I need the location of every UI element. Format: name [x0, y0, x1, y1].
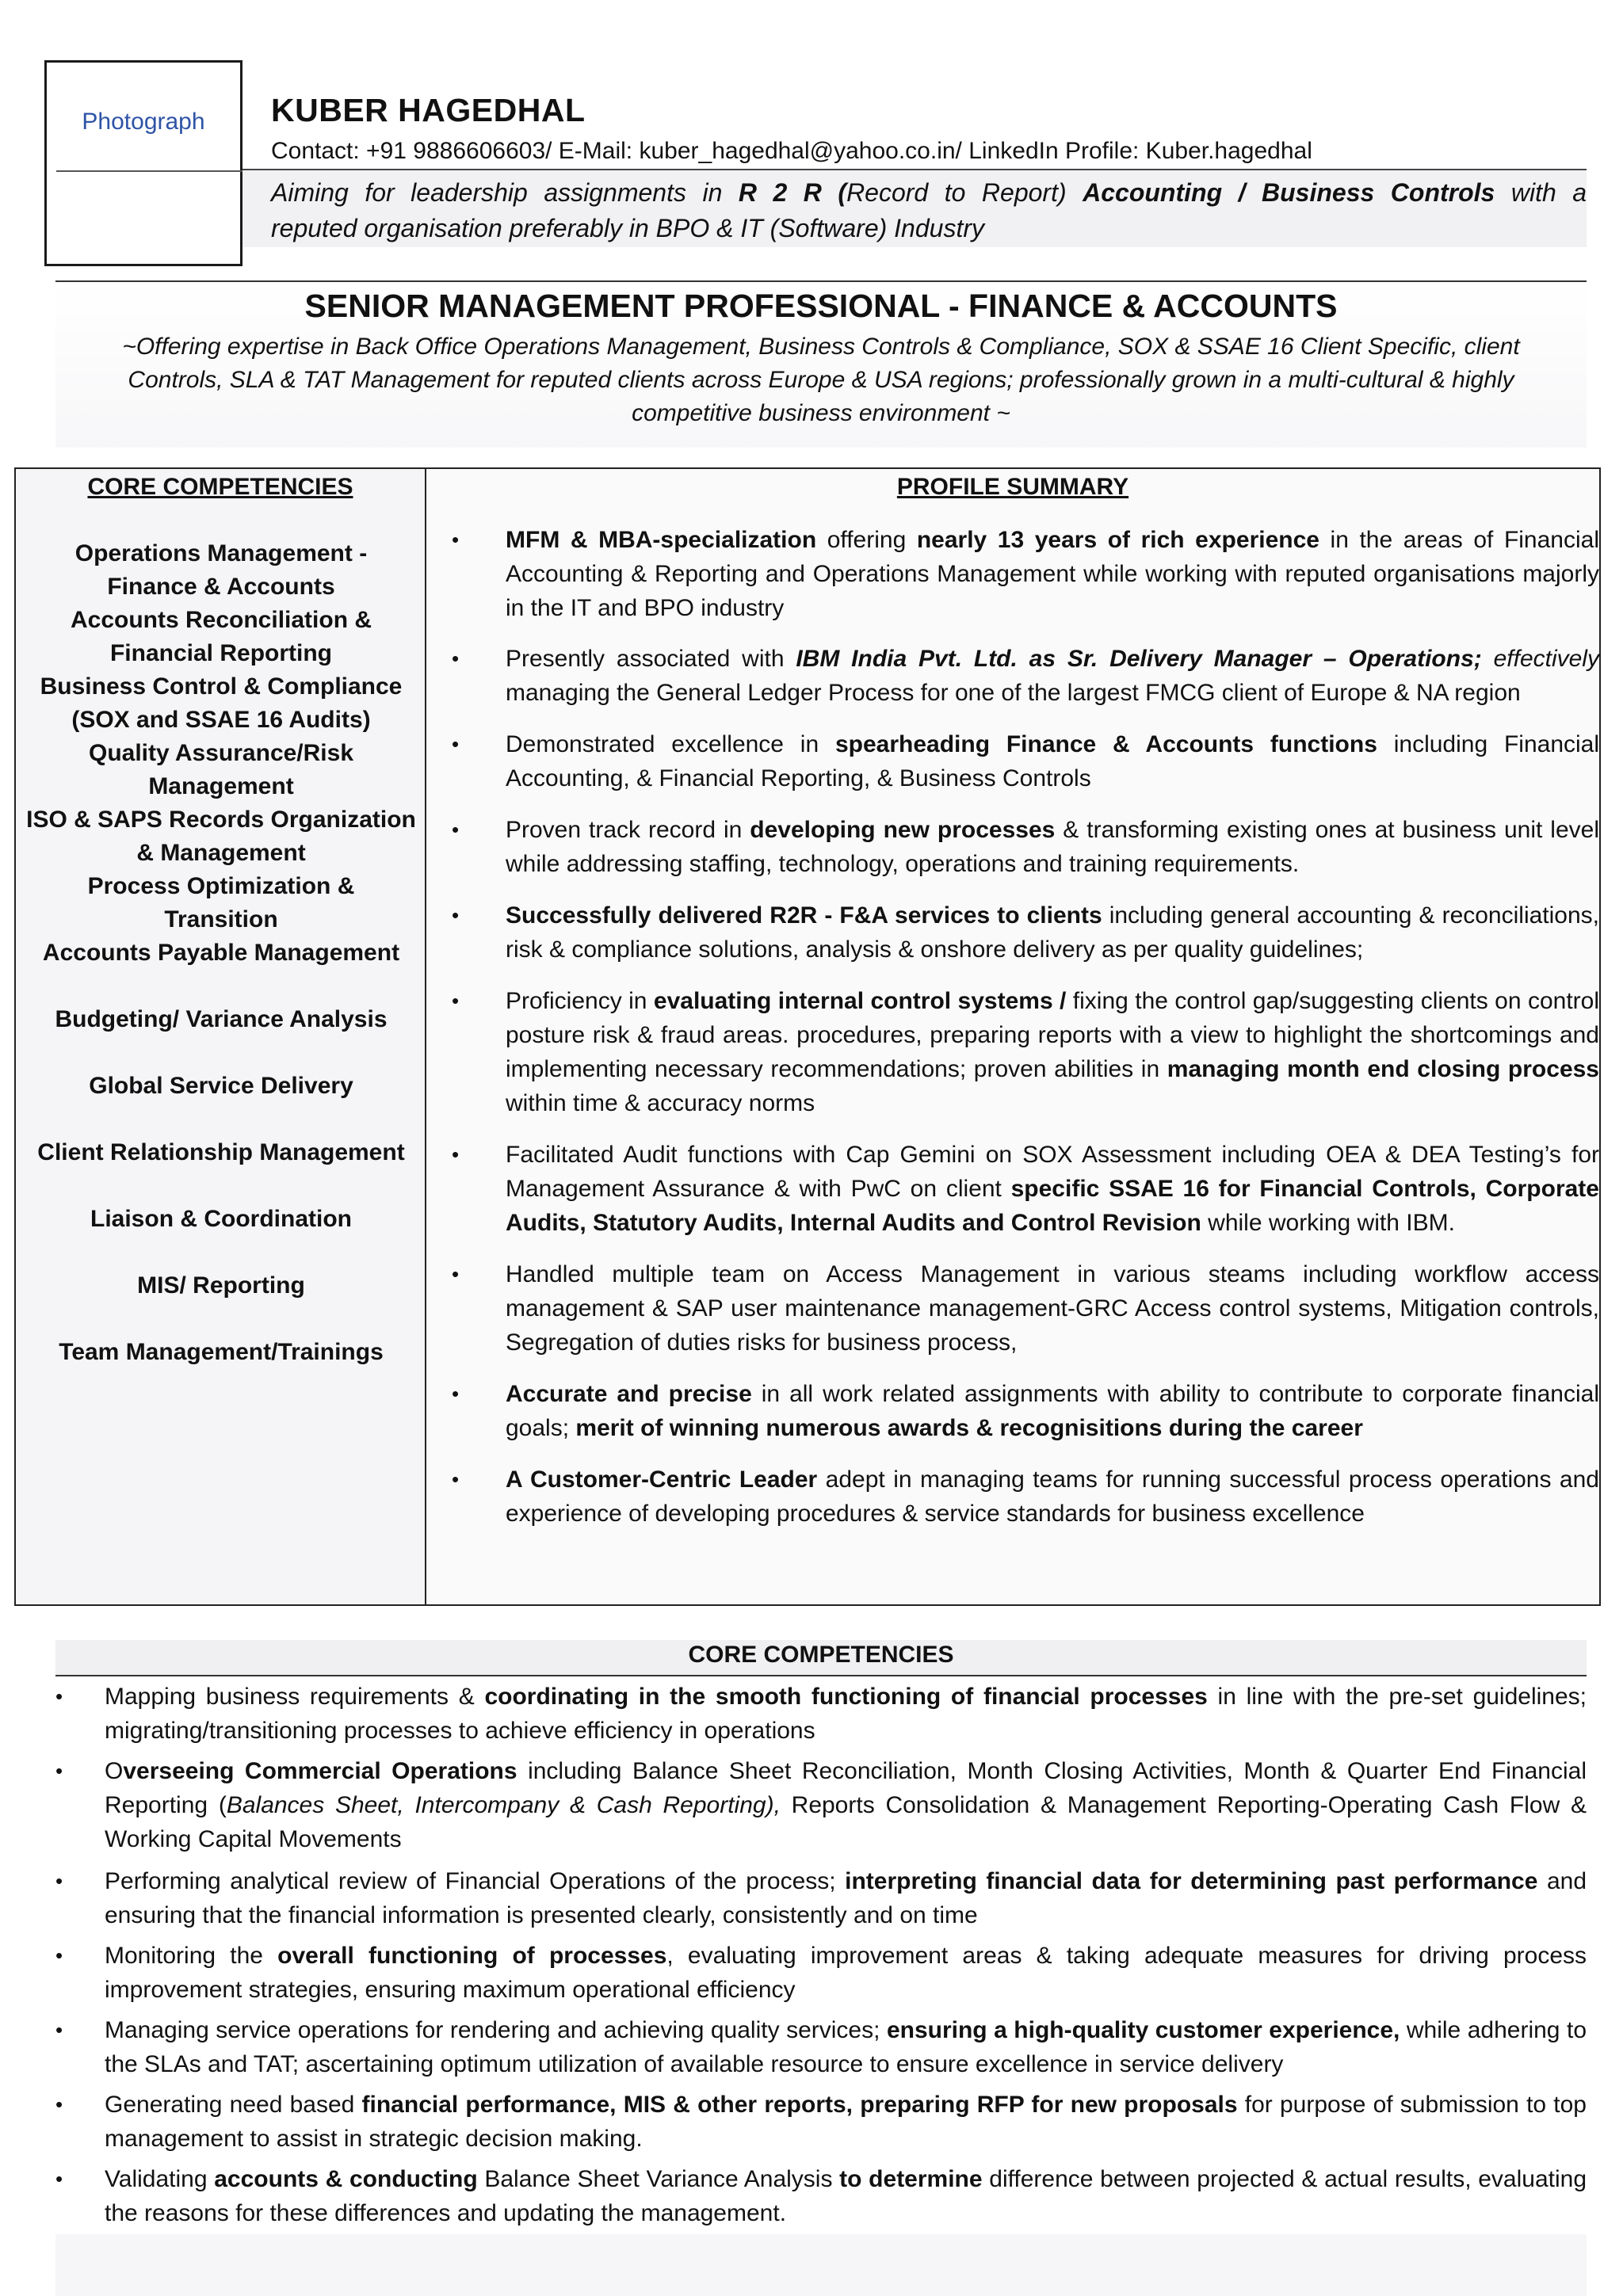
title-band: [55, 283, 1587, 448]
competency-item: Global Service Delivery: [89, 1073, 353, 1099]
competency-item: Process Optimization & Transition: [87, 873, 355, 933]
profile-summary-heading: PROFILE SUMMARY: [896, 474, 1129, 500]
competency-item: ISO & SAPS Records Organization & Management: [26, 807, 416, 866]
bullet-icon: •: [55, 1869, 63, 1893]
bullet-icon: •: [452, 903, 460, 927]
bullet-icon: •: [452, 818, 460, 841]
page-footer-shade: [55, 2234, 1587, 2296]
bullet-icon: •: [452, 1467, 460, 1491]
bullet-icon: •: [452, 646, 460, 670]
bullet-icon: •: [55, 1943, 63, 1967]
resume-page: Photograph KUBER HAGEDHAL Contact: +91 9886606603/ E-Mail: kuber_hagedhal@yahoo.co.in/ LinkedIn Profile: Kuber.hagedhal Aiming for leadership assignments in R 2 R (Record to Report) Accounting / Business Controls with a reputed organisation preferably in BPO & IT (Software) Industry SENIOR MANAGEMENT PROFESSIONAL - FINANCE & ACCOUNTS ~Offering expertise in Back Office Operations Management, Business Controls & Compliance, SOX & SSAE 16 Client Specific, client Controls, SLA & TAT Management for reputed clients across Europe & USA regions; professionally grown in a multi-cultural & highly competitive business environment ~ CORE COMPETENCIES Operations Management - Finance & Accounts Accounts Reconciliation & Financial Reporting Business Control & Compliance (SOX and SSAE 16 Audits) Quality Assurance/Risk Management ISO & SAPS Records Organization & Management Process Optimization & Transition Accounts Payable Management Budgeting/ Variance Analysis Global Service Delivery Client Relationship Management Liaison & Coordination MIS/ Reporting Team Management/Trainings PROFILE SUMMARY • MFM & MBA-specialization offering nearly 13 years of rich experience in the areas of Financial Accounting & Reporting and Operations Management while working with reputed organisations majorly in the IT and BPO industry • Presently associated with IBM India Pvt. Ltd. as Sr. Delivery Manager – Operations; effectively managing the General Ledger Process for one of the largest FMCG client of Europe & NA region • Demonstrated excellence in spearheading Finance & Accounts functions including Financial Accounting, & Financial Reporting, & Business Controls • Proven track record in developing new processes & transforming existing ones at business unit level while addressing staffing, technology, operations and training requirements. • Successfully delivered R2R - F&A services to clients including general accounting & reconciliations, risk & compliance solutions, analysis & onshore delivery as per quality guidelines; • Proficiency in evaluating internal control systems / fixing the control gap/suggesting clients on control posture risk & fraud areas. procedures, preparing reports with a view to highlight the shortcomings and implementing necessary recommendations; proven abilities in managing month end closing process within time & accuracy norms • Facilitated Audit functions with Cap Gemini on SOX Assessment including OEA & DEA Testing’s for Management Assurance & with PwC on client specific SSAE 16 for Financial Controls, Corporate Audits, Statutory Audits, Internal Audits and Control Revision while working with IBM. • Handled multiple team on Access Management in various steams including workflow access management & SAP user maintenance management-GRC Access control systems, Mitigation controls, Segregation of duties risks for business process, • Accurate and precise in all work related assignments with ability to contribute to corporate financial goals; merit of winning numerous awards & recognisitions during the career • A Customer-Centric Leader adept in managing teams for running successful process operations and experience of developing procedures & service standards for business excellence CORE COMPETENCIES • Mapping business requirements & coordinating in the smooth functioning of financial processes in line with the pre-set guidelines; migrating/transitioning processes to achieve efficiency in operations • Overseeing Commercial Operations including Balance Sheet Reconciliation, Month Closing Activities, Month & Quarter End Financial Reporting (Balances Sheet, Intercompany & Cash Reporting), Reports Consolidation & Management Reporting-Operating Cash Flow & Working Capital Movements • Performing analytical review of Financial Operations of the process; interpreting financial data for determining past performance and ensuring that the financial information is presented clearly, consistently and on time • Monitoring the overall functioning of processes, evaluating improvement areas & taking adequate measures for driving process improvement strategies, ensuring maximum operational efficiency • Managing service operations for rendering and achieving quality services; ensuring a high-quality customer experience, while adhering to the SLAs and TAT; ascertaining optimum utilization of available resource to ensure excellence in service delivery • Generating need based financial performance, MIS & other reports, preparing RFP for new proposals for purpose of submission to top management to assist in strategic decision making. • Validating accounts & conducting Balance Sheet Variance Analysis to determine difference between projected & actual results, evaluating the reasons for these differences and updating the management.: [0, 0, 1623, 2296]
resume-title: SENIOR MANAGEMENT PROFESSIONAL - FINANCE & ACCOUNTS: [304, 288, 1338, 324]
competency-item: Accounts Payable Management: [42, 940, 400, 966]
profile-summary-column: PROFILE SUMMARY • MFM & MBA-specialization offering nearly 13 years of rich experience in the areas of Financial Accounting & Reporting and Operations Management while working with reputed organisations majorly in the IT and BPO industry • Presently associated with IBM India Pvt. Ltd. as Sr. Delivery Manager – Operations; effectively managing the General Ledger Process for one of the largest FMCG client of Europe & NA region • Demonstrated excellence in spearheading Finance & Accounts functions including Financial Accounting, & Financial Reporting, & Business Controls • Proven track record in developing new processes & transforming existing ones at business unit level while addressing staffing, technology, operations and training requirements. • Successfully delivered R2R - F&A services to clients including general accounting & reconciliations, risk & compliance solutions, analysis & onshore delivery as per quality guidelines; • Proficiency in evaluating internal control systems / fixing the control gap/suggesting clients on control posture risk & fraud areas. procedures, preparing reports with a view to highlight the shortcomings and implementing necessary recommendations; proven abilities in managing month end closing process within time & accuracy norms • Facilitated Audit functions with Cap Gemini on SOX Assessment including OEA & DEA Testing’s for Management Assurance & with PwC on client specific SSAE 16 for Financial Controls, Corporate Audits, Statutory Audits, Internal Audits and Control Revision while working with IBM. • Handled multiple team on Access Management in various steams including workflow access management & SAP user maintenance management-GRC Access control systems, Mitigation controls, Segregation of duties risks for business process, • Accurate and precise in all work related assignments with ability to contribute to corporate financial goals; merit of winning numerous awards & recognisitions during the career • A Customer-Centric Leader adept in managing teams for running successful process operations and experience of developing procedures & service standards for business excellence: [426, 469, 1599, 1604]
photo-placeholder: [44, 60, 242, 266]
competency-item: Quality Assurance/Risk Management: [88, 740, 354, 799]
bullet-icon: •: [452, 1262, 460, 1286]
objective-line-2: reputed organisation preferably in BPO & IT (Software) Industry: [271, 214, 984, 242]
candidate-name: KUBER HAGEDHAL: [271, 92, 586, 128]
bullet-icon: •: [55, 1684, 63, 1708]
competency-item: Operations Management - Finance & Accounts: [74, 540, 368, 600]
core-competencies-band: [55, 1640, 1587, 1676]
photo-divider: [56, 170, 242, 172]
photo-label: Photograph: [82, 109, 205, 135]
contact-line: Contact: +91 9886606603/ E-Mail: kuber_hagedhal@yahoo.co.in/ LinkedIn Profile: Kuber.hagedhal: [271, 138, 1312, 164]
competency-item: Team Management/Trainings: [59, 1339, 384, 1365]
core-competencies-heading: CORE COMPETENCIES: [87, 474, 353, 500]
bullet-icon: •: [452, 989, 460, 1013]
competency-item: Client Relationship Management: [37, 1139, 405, 1165]
offering-summary: ~Offering expertise in Back Office Operations Management, Business Controls & Compliance, SOX & SSAE 16 Client Specific, client Controls, SLA & TAT Management for reputed clients across Europe & USA regions; professionally grown in a multi-cultural & highly competitive business environment ~: [122, 334, 1520, 426]
bullet-icon: •: [55, 2018, 63, 2042]
competency-item: Budgeting/ Variance Analysis: [55, 1006, 388, 1032]
core-competencies-column: [16, 469, 426, 1604]
career-objective: [242, 170, 1587, 247]
core-competencies-detail-heading: CORE COMPETENCIES: [688, 1642, 954, 1668]
competency-item: MIS/ Reporting: [137, 1272, 305, 1299]
bullet-icon: •: [55, 2167, 63, 2191]
bullet-icon: •: [55, 2092, 63, 2116]
bullet-icon: •: [452, 732, 460, 756]
objective-line-1: Aiming for leadership assignments in R 2 R (Record to Report) Accounting / Business Controls with a: [271, 178, 1587, 207]
competency-summary-table: [14, 467, 1601, 1606]
bullet-icon: •: [452, 1142, 460, 1166]
competency-item: Business Control & Compliance (SOX and SSAE 16 Audits): [40, 673, 403, 733]
bullet-icon: •: [55, 1759, 63, 1783]
bullet-icon: •: [452, 528, 460, 551]
competency-item: Liaison & Coordination: [90, 1206, 352, 1232]
competency-item: Accounts Reconciliation & Financial Reporting: [70, 607, 372, 666]
header-divider: [55, 280, 1587, 282]
bullet-icon: •: [452, 1382, 460, 1405]
